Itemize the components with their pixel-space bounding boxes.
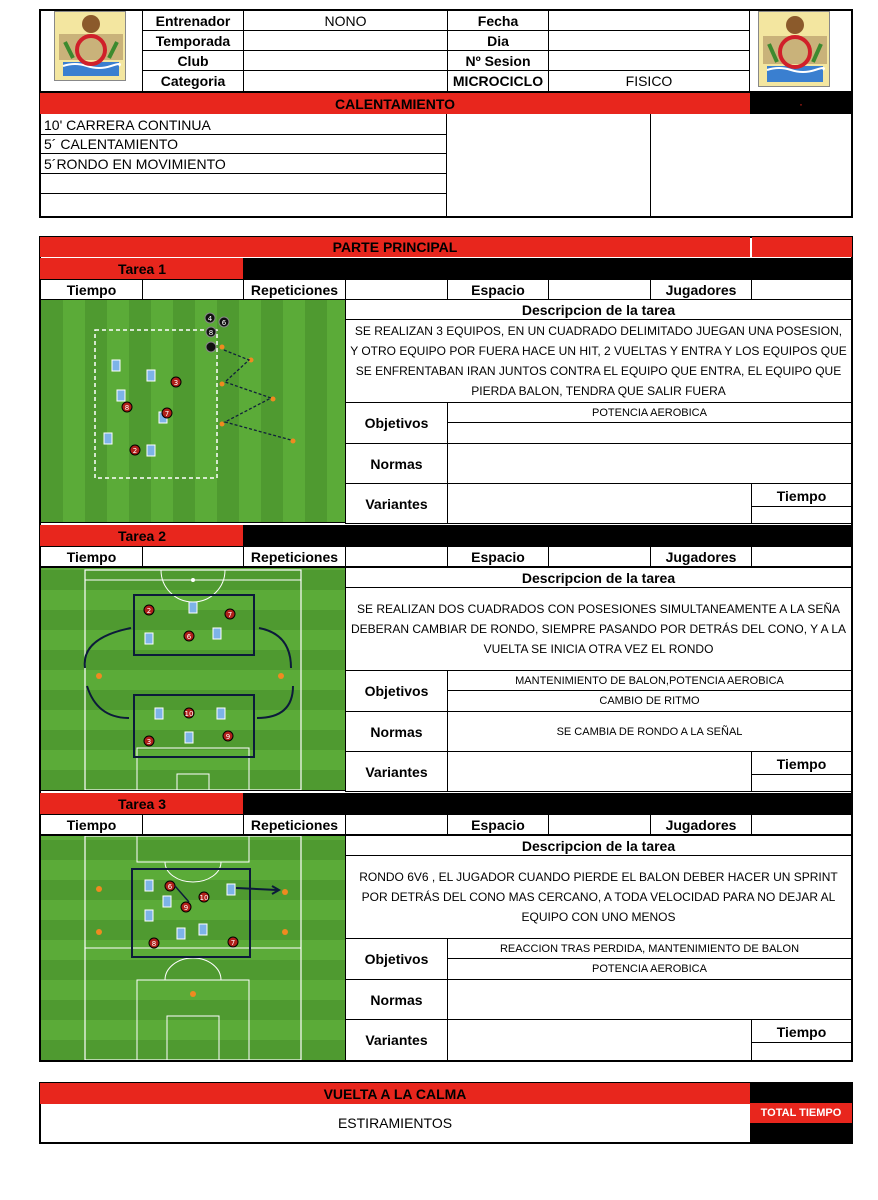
espacio-field[interactable] — [548, 546, 651, 567]
cooldown-title-right — [750, 1083, 852, 1104]
cooldown-title: VUELTA A LA CALMA — [40, 1083, 750, 1104]
tiempo-label: Tiempo — [40, 279, 143, 300]
player-number: 10 — [199, 894, 209, 902]
warmup-title: CALENTAMIENTO — [40, 93, 750, 114]
tiempo-label: Tiempo — [40, 814, 143, 835]
player-number: 6 — [221, 319, 227, 327]
entrenador-field[interactable]: NONO — [243, 10, 448, 31]
player-number: 9 — [225, 733, 231, 741]
tiempo-label: Tiempo — [40, 546, 143, 567]
task-title-bar — [243, 793, 852, 814]
task-diagram — [40, 835, 346, 1061]
task-title: Tarea 1 — [40, 258, 244, 279]
repeticiones-label: Repeticiones — [243, 546, 346, 567]
normas-field[interactable]: SE CAMBIA DE RONDO A LA SEÑAL — [447, 711, 852, 752]
descripcion-label: Descripcion de la tarea — [345, 299, 852, 320]
espacio-field[interactable] — [548, 814, 651, 835]
objetivo-field[interactable]: REACCION TRAS PERDIDA, MANTENIMIENTO DE BALON — [447, 938, 852, 959]
tiempo-side-label: Tiempo — [751, 483, 852, 507]
tiempo-field[interactable] — [142, 814, 244, 835]
player-number: 10 — [184, 710, 194, 718]
fecha-field[interactable] — [548, 10, 750, 31]
jugadores-label: Jugadores — [650, 814, 752, 835]
normas-label: Normas — [345, 443, 448, 484]
tiempo-side-field[interactable] — [751, 774, 852, 792]
cones — [220, 345, 296, 444]
objetivo-field[interactable]: MANTENIMIENTO DE BALON,POTENCIA AEROBICA — [447, 670, 852, 691]
descripcion-label: Descripcion de la tarea — [345, 835, 852, 856]
sesion-field[interactable] — [548, 50, 750, 71]
player-number: 8 — [151, 940, 157, 948]
objetivos-label: Objetivos — [345, 402, 448, 444]
player-number: 8 — [208, 329, 214, 337]
tiempo-side-label: Tiempo — [751, 1019, 852, 1043]
cooldown-text: ESTIRAMIENTOS — [40, 1103, 751, 1143]
task-title-bar — [243, 525, 852, 546]
entrenador-label: Entrenador — [142, 10, 244, 31]
warmup-line: 5´ CALENTAMIENTO — [41, 135, 447, 154]
warmup-line — [41, 195, 447, 214]
player-number: 6 — [167, 883, 173, 891]
normas-label: Normas — [345, 979, 448, 1020]
variantes-field[interactable] — [447, 1019, 752, 1061]
club-logo-left — [54, 11, 126, 81]
jugadores-label: Jugadores — [650, 279, 752, 300]
player-number: 7 — [227, 611, 233, 619]
normas-label: Normas — [345, 711, 448, 752]
espacio-label: Espacio — [447, 279, 549, 300]
blue-players — [104, 360, 170, 456]
repeticiones-field[interactable] — [345, 546, 448, 567]
player-number: 9 — [183, 904, 189, 912]
blue-players — [145, 602, 225, 743]
player-number: 2 — [146, 607, 152, 615]
microciclo-label: MICROCICLO — [447, 70, 549, 92]
fecha-label: Fecha — [447, 10, 549, 31]
club-label: Club — [142, 50, 244, 71]
objetivo-field[interactable]: CAMBIO DE RITMO — [447, 690, 852, 712]
normas-field[interactable] — [447, 443, 852, 484]
player-number: 3 — [173, 379, 179, 387]
repeticiones-label: Repeticiones — [243, 814, 346, 835]
jugadores-field[interactable] — [751, 814, 852, 835]
club-field[interactable] — [243, 50, 448, 71]
main-title-right — [752, 237, 852, 257]
task-diagram-svg — [41, 300, 346, 523]
repeticiones-label: Repeticiones — [243, 279, 346, 300]
warmup-line — [41, 175, 447, 194]
warmup-title-right — [750, 93, 852, 114]
jugadores-field[interactable] — [751, 279, 852, 300]
warmup-column-divider-2 — [650, 114, 651, 217]
temporada-label: Temporada — [142, 30, 244, 51]
categoria-label: Categoria — [142, 70, 244, 92]
task-diagram-svg — [41, 836, 346, 1061]
espacio-label: Espacio — [447, 814, 549, 835]
task-description: RONDO 6V6 , EL JUGADOR CUANDO PIERDE EL BALON DEBER HACER UN SPRINT POR DETRÁS DEL CONO MAS CERCANO, A TODA VELOCIDAD PARA NO DEJAR AL EQUIPO CON UNO MENOS — [345, 855, 852, 939]
temporada-field[interactable] — [243, 30, 448, 51]
objetivos-label: Objetivos — [345, 670, 448, 712]
player-number: 7 — [230, 939, 236, 947]
descripcion-label: Descripcion de la tarea — [345, 567, 852, 588]
warmup-line: 10' CARRERA CONTINUA — [41, 116, 447, 135]
player-number: 2 — [132, 447, 138, 455]
player-number: 7 — [164, 410, 170, 418]
repeticiones-field[interactable] — [345, 814, 448, 835]
microciclo-field[interactable]: FISICO — [548, 70, 750, 92]
tiempo-side-field[interactable] — [751, 1042, 852, 1061]
objetivo-field[interactable] — [447, 422, 852, 444]
dia-label: Dia — [447, 30, 549, 51]
jugadores-field[interactable] — [751, 546, 852, 567]
repeticiones-field[interactable] — [345, 279, 448, 300]
variantes-label: Variantes — [345, 483, 448, 524]
task-title: Tarea 3 — [40, 793, 244, 814]
normas-field[interactable] — [447, 979, 852, 1020]
club-logo-right — [758, 11, 830, 87]
tiempo-side-label: Tiempo — [751, 751, 852, 775]
tiempo-side-field[interactable] — [751, 506, 852, 524]
objetivo-field[interactable]: POTENCIA AEROBICA — [447, 958, 852, 980]
task-diagram-svg — [41, 568, 346, 791]
warmup-dot: · — [799, 96, 803, 111]
task-description: SE REALIZAN DOS CUADRADOS CON POSESIONES SIMULTANEAMENTE A LA SEÑA DEBERAN CAMBIAR DE RONDO, SIEMPRE PASANDO POR DETRÁS DEL CONO, Y A LA VUELTA SE INICIA OTRA VEZ EL RONDO — [345, 587, 852, 671]
dia-field[interactable] — [548, 30, 750, 51]
main-title: PARTE PRINCIPAL — [40, 237, 750, 257]
total-tiempo-box — [750, 1103, 852, 1143]
tiempo-field[interactable] — [142, 546, 244, 567]
total-tiempo-label: TOTAL TIEMPO — [750, 1103, 852, 1123]
task-title: Tarea 2 — [40, 525, 244, 546]
task-description: SE REALIZAN 3 EQUIPOS, EN UN CUADRADO DELIMITADO JUEGAN UNA POSESION, Y OTRO EQUIPO POR FUERA HACE UN HIT, 2 VUELTAS Y ENTRA Y LOS EQUIPOS QUE SE ENFRENTABAN IRAN JUNTOS CONTRA EL EQUIPO QUE ENTRA, EL EQUIPO QUE PIERDA BALON, TENDRA QUE SALIR FUERA — [345, 319, 852, 403]
player-number: 6 — [186, 633, 192, 641]
tiempo-field[interactable] — [142, 279, 244, 300]
variantes-field[interactable] — [447, 751, 752, 792]
task-diagram — [40, 299, 346, 523]
espacio-label: Espacio — [447, 546, 549, 567]
sesion-label: Nº Sesion — [447, 50, 549, 71]
jugadores-label: Jugadores — [650, 546, 752, 567]
player-number: 8 — [124, 404, 130, 412]
categoria-field[interactable] — [243, 70, 448, 92]
objetivos-label: Objetivos — [345, 938, 448, 980]
objetivo-field[interactable]: POTENCIA AEROBICA — [447, 402, 852, 423]
player-number: 4 — [207, 315, 213, 323]
task-title-bar — [243, 258, 852, 279]
variantes-label: Variantes — [345, 751, 448, 792]
task-diagram — [40, 567, 346, 791]
player-number: 3 — [146, 738, 152, 746]
warmup-line: 5´RONDO EN MOVIMIENTO — [41, 155, 447, 174]
variantes-field[interactable] — [447, 483, 752, 524]
cones — [96, 673, 284, 679]
variantes-label: Variantes — [345, 1019, 448, 1061]
espacio-field[interactable] — [548, 279, 651, 300]
